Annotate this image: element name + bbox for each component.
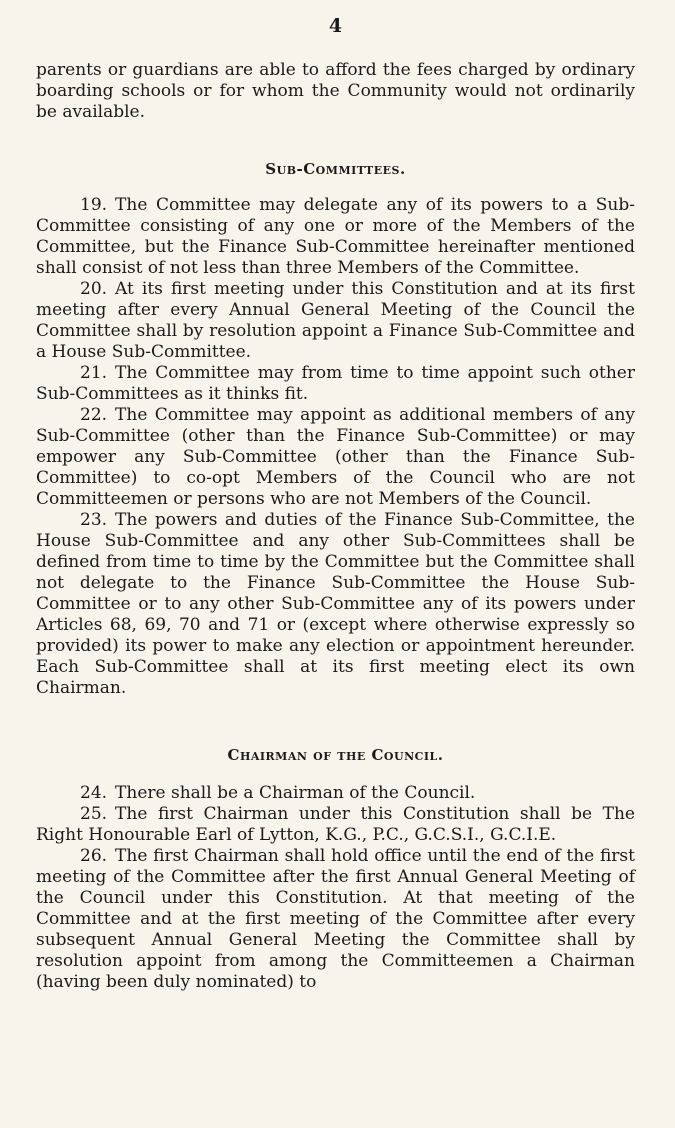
section-heading: Sub-Committees. (265, 160, 406, 178)
article-text: The Committee may from time to time appoint such other Sub-Committees as it thinks fit. (36, 363, 635, 404)
article-23 (36, 510, 635, 699)
article-19 (36, 195, 635, 279)
article-text: The Committee may delegate any of its powers to a Sub-Committee consisting of any one or more of the Members of the Committee, but the Finance Sub-Committee hereinafter mentioned shall consist of not less than three Members of the Committee. (36, 195, 635, 278)
article-number: 22. (80, 405, 108, 425)
article-text: The powers and duties of the Finance Sub-Committee, the House Sub-Committee and any other Sub-Committees shall be defined from time to time by the Committee but the Committee shall not delegate to the Finance Sub-Committee the House Sub-Committee or to any other Sub-Committee any of its powers under Articles 68, 69, 70 and 71 or (except where otherwise expressly so provided) its power to make any election or appointment hereunder. Each Sub-Committee shall at its first meeting elect its own Chairman. (36, 510, 635, 698)
section-sub-committees (36, 159, 635, 699)
article-24 (36, 783, 635, 804)
article-number: 26. (80, 846, 108, 866)
article-22 (36, 405, 635, 510)
article-number: 24. (80, 783, 108, 803)
intro-paragraph: parents or guardians are able to afford the fees charged by ordinary boarding schools or for whom the Community would not ordinarily be available. (36, 60, 635, 122)
article-text: There shall be a Chairman of the Council. (115, 783, 476, 803)
article-text: The first Chairman shall hold office until the end of the first meeting of the Committee after the first Annual General Meeting of the Council under this Constitution. At that meeting of the Committee and at the first meeting of the Committee after every subsequent Annual General Meeting the Committee shall by resolution appoint from among the Committeemen a Chairman (having been duly nominated) to (36, 846, 635, 992)
article-26 (36, 846, 635, 993)
article-text: The Committee may appoint as additional members of any Sub-Committee (other than the Finance Sub-Committee) or may empower any Sub-Committee (other than the Finance Sub-Committee) to co-opt Members of the Council who are not Committeemen or persons who are not Members of the Council. (36, 405, 635, 509)
article-number: 21. (80, 363, 108, 383)
section-chairman-of-the-council (36, 745, 635, 993)
article-number: 19. (80, 195, 108, 215)
section-heading: Chairman of the Council. (227, 746, 444, 764)
article-20 (36, 279, 635, 363)
article-number: 23. (80, 510, 108, 530)
article-number: 25. (80, 804, 108, 824)
article-25 (36, 804, 635, 846)
article-text: At its first meeting under this Constitution and at its first meeting after every Annual General Meeting of the Council the Committee shall by resolution appoint a Finance Sub-Committee and a House Sub-Committee. (36, 279, 635, 362)
article-number: 20. (80, 279, 108, 299)
page-number: 4 (328, 15, 343, 37)
article-text: The first Chairman under this Constitution shall be The Right Honourable Earl of Lytton, K.G., P.C., G.C.S.I., G.C.I.E. (36, 804, 635, 845)
article-21 (36, 363, 635, 405)
